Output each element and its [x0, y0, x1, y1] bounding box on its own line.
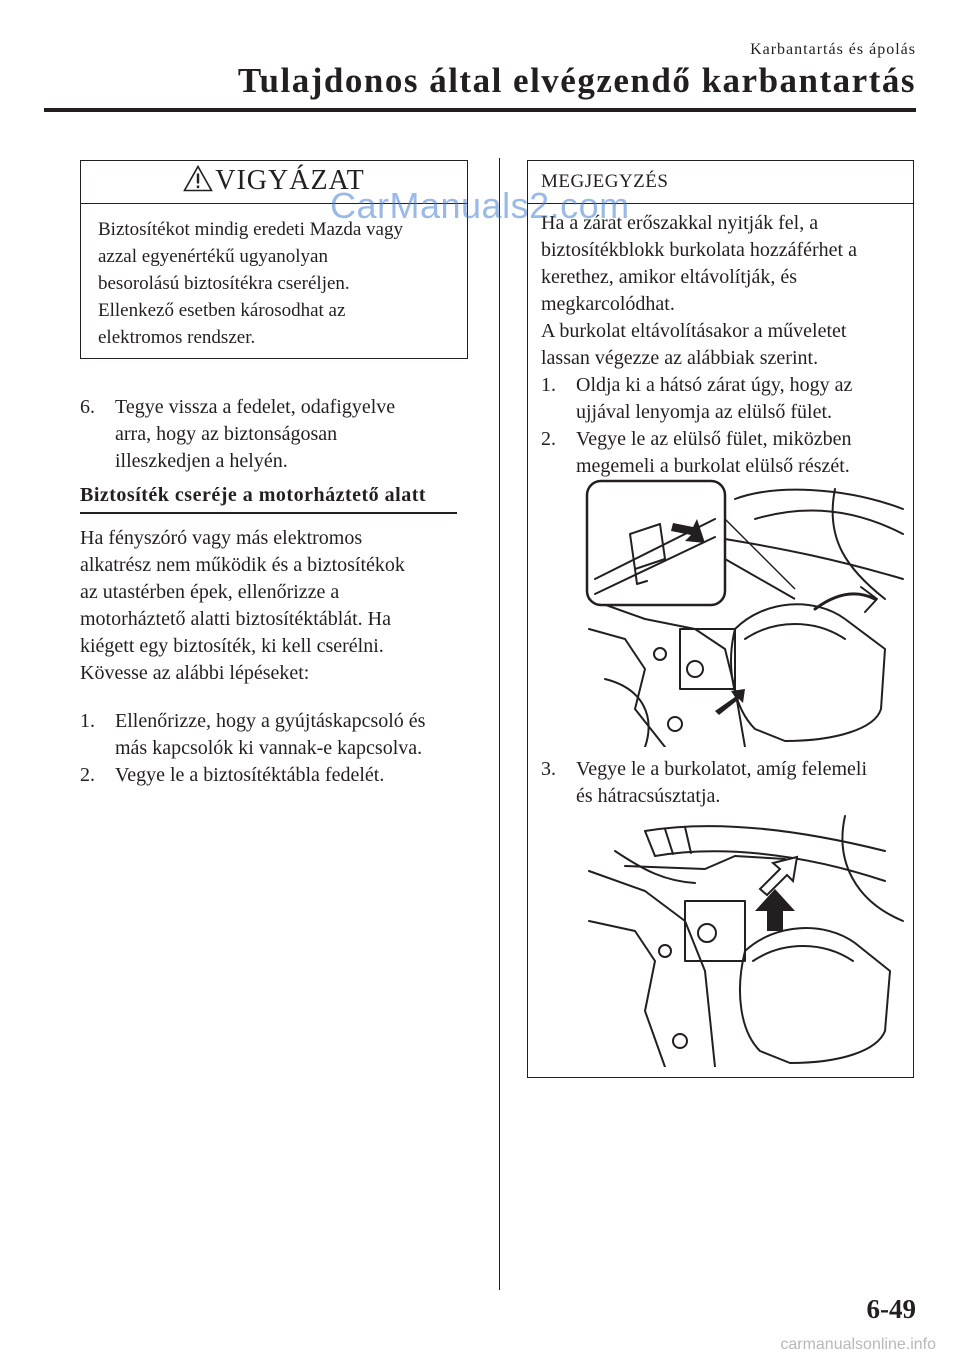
- step-number: 3.: [541, 758, 556, 780]
- step-line: arra, hogy az biztonságosan: [115, 423, 338, 445]
- caution-title: VIGYÁZAT: [215, 165, 365, 196]
- page-title: Tulajdonos által elvégzendő karbantartás: [237, 61, 916, 100]
- step-6: [80, 394, 395, 475]
- caution-line: Ellenkező esetben károsodhat az: [98, 300, 346, 321]
- step-line: illeszkedjen a helyén.: [115, 450, 288, 472]
- note-title: MEGJEGYZÉS: [541, 171, 669, 192]
- note-steps-1-2: 1. Oldja ki a hátsó zárat úgy, hogy az ujjával lenyomja az elülső fület. 2. Vegye le az elülső fület, miközben megemeli a burkolat elülső részét.: [541, 374, 853, 477]
- note-step-3: 3. Vegye le a burkolatot, amíg felemeli és hátracsúsztatja.: [541, 758, 868, 807]
- step-line: Vegye le a biztosítéktábla fedelét.: [115, 764, 385, 786]
- step-number: 2.: [541, 428, 556, 450]
- warning-triangle-icon: [183, 165, 213, 192]
- footer-logo: carmanualsonline.info: [780, 1336, 936, 1353]
- step-number: 2.: [80, 764, 95, 786]
- fuse-box-cover-removal-illustration: [585, 811, 905, 1067]
- caution-line: besorolású biztosítékra cseréljen.: [98, 273, 350, 294]
- step-list: [80, 708, 425, 789]
- step-line: más kapcsolók ki vannak-e kapcsolva.: [115, 737, 423, 759]
- caution-line: Biztosítékot mindig eredeti Mazda vagy: [98, 219, 403, 240]
- header-rule: [44, 108, 916, 112]
- step-line: Tegye vissza a fedelet, odafigyelve: [115, 396, 396, 418]
- step-number: 1.: [80, 710, 95, 732]
- caution-line: azzal egyenértékű ugyanolyan: [98, 246, 328, 267]
- subsection-rule: [80, 512, 457, 514]
- step-line: Ellenőrizze, hogy a gyújtáskapcsoló és: [115, 710, 426, 732]
- subsection-heading: Biztosíték cseréje a motorháztető alatt: [80, 484, 427, 506]
- step-number: 6.: [80, 396, 95, 418]
- column-divider: [499, 158, 500, 1290]
- section-label: Karbantartás és ápolás: [750, 41, 916, 58]
- fuse-box-release-illustration: [585, 479, 905, 747]
- watermark: CarManuals2.com: [330, 185, 630, 226]
- note-box: [527, 160, 914, 1078]
- page-number: 6-49: [866, 1294, 916, 1324]
- note-intro: Ha a zárat erőszakkal nyitják fel, a biztosítékblokk burkolata hozzáférhet a kerethez, amikor eltávolítják, és megkarcolódhat. A burkolat eltávolításakor a műveletet lassan végezze az alábbiak szerint.: [541, 212, 857, 369]
- caution-text: [98, 216, 458, 351]
- subsection-paragraph: Ha fényszóró vagy más elektromos alkatrész nem működik és a biztosítékok az utastérben épek, ellenőrizze a motorháztető alatti biztosítéktáblát. Ha kiégett egy biztosíték, ki kell cserélni. Kövesse az alábbi lépéseket:: [80, 527, 405, 684]
- caution-line: elektromos rendszer.: [98, 327, 256, 348]
- step-number: 1.: [541, 374, 556, 396]
